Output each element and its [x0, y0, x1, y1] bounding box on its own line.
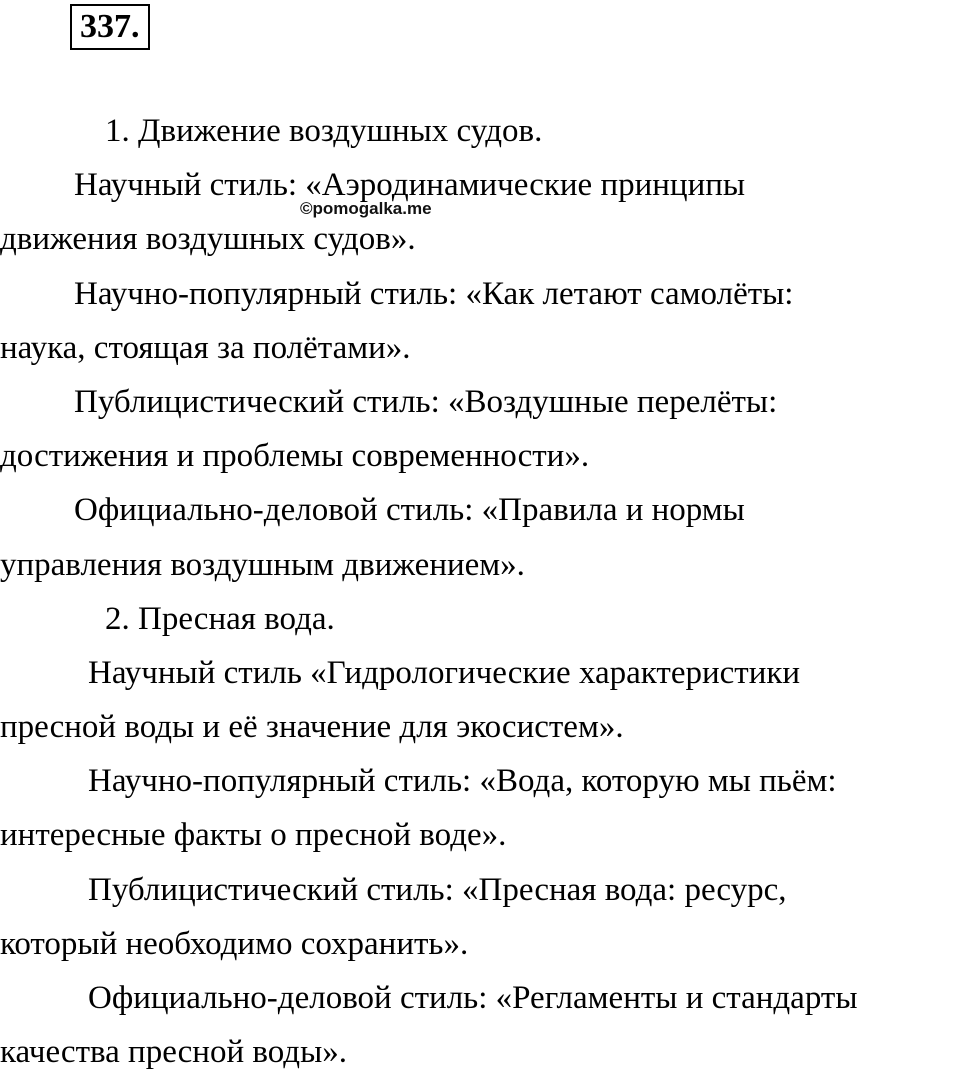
text-line: управления воздушным движением».	[0, 546, 525, 583]
text-line: Научно-популярный стиль: «Как летают самолёты:	[74, 275, 794, 312]
text-line: Официально-деловой стиль: «Регламенты и стандарты	[88, 980, 858, 1016]
text-line: качества пресной воды».	[0, 1034, 347, 1071]
answer-text	[0, 104, 960, 1079]
task-number: 337.	[70, 4, 150, 50]
text-line: интересные факты о пресной воде».	[0, 817, 507, 854]
text-line: Научный стиль: «Аэродинамические принципы	[74, 167, 746, 204]
section-heading: 2. Пресная вода.	[105, 600, 335, 637]
watermark-text: ©pomogalka.me	[300, 199, 432, 218]
text-line: Официально-деловой стиль: «Правила и нормы	[74, 492, 745, 529]
text-line: Научно-популярный стиль: «Вода, которую мы пьём:	[88, 763, 837, 800]
text-line: наука, стоящая за полётами».	[0, 329, 411, 366]
text-line: Научный стиль «Гидрологические характеристики	[88, 654, 801, 691]
text-line: пресной воды и её значение для экосистем».	[0, 709, 624, 746]
text-line: достижения и проблемы современности».	[0, 438, 590, 475]
text-line: который необходимо сохранить».	[0, 925, 469, 962]
section-heading: 1. Движение воздушных судов.	[105, 113, 543, 149]
text-line: движения воздушных судов».	[0, 221, 416, 258]
text-line: Публицистический стиль: «Воздушные перелёты:	[74, 383, 778, 420]
text-line: Публицистический стиль: «Пресная вода: ресурс,	[88, 871, 787, 908]
